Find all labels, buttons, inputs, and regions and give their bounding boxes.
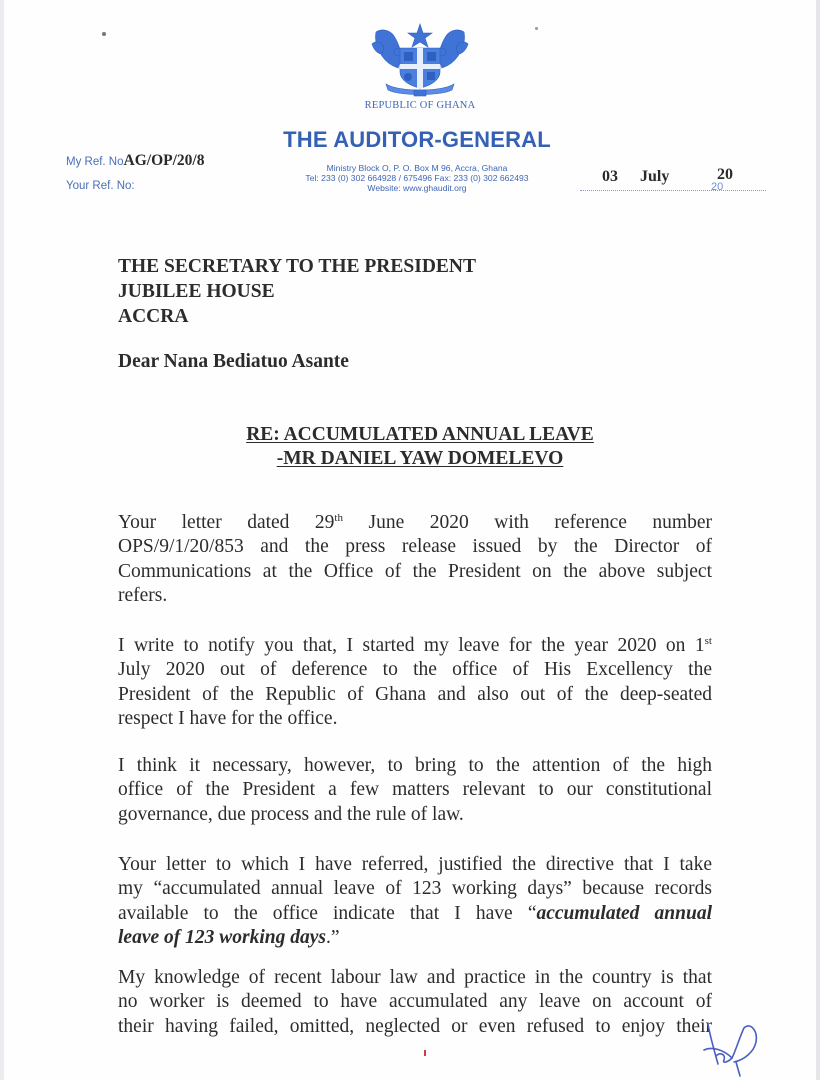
subject-line: -MR DANIEL YAW DOMELEVO bbox=[276, 448, 564, 469]
text: I write to notify you that, I started my leave for the year 2020 on 1 bbox=[118, 635, 705, 656]
addressee-line: JUBILEE HOUSE bbox=[118, 281, 275, 302]
subject-line: RE: ACCUMULATED ANNUAL LEAVE bbox=[246, 424, 594, 445]
country-name: REPUBLIC OF GHANA bbox=[364, 100, 476, 111]
body-paragraph bbox=[118, 966, 712, 1039]
body-paragraph bbox=[118, 853, 712, 950]
scan-mark bbox=[424, 1050, 426, 1056]
date-year: 20 bbox=[717, 166, 733, 183]
superscript: th bbox=[334, 512, 343, 524]
salutation: Dear Nana Bediatuo Asante bbox=[118, 351, 349, 372]
date-year-printed: 20 bbox=[711, 181, 724, 193]
text-line: their having failed, omitted, neglected or even refused to enjoy their bbox=[118, 1015, 712, 1037]
text: .” bbox=[325, 926, 340, 948]
emphasized-text: accumulated annual bbox=[536, 902, 712, 924]
subject-heading bbox=[160, 423, 680, 471]
text-line: I think it necessary, however, to bring to the attention of the high bbox=[118, 755, 712, 776]
letter-date bbox=[580, 166, 766, 194]
text-line: My knowledge of recent labour law and practice in the country is that bbox=[118, 967, 712, 988]
date-month: July bbox=[640, 168, 670, 185]
emphasized-text: leave of 123 working days bbox=[118, 926, 326, 948]
text-line: Communications at the Office of the President on the above subject bbox=[118, 560, 712, 582]
addressee-line: THE SECRETARY TO THE PRESIDENT bbox=[118, 256, 477, 277]
text-line: refers. bbox=[118, 584, 168, 606]
scan-speck bbox=[102, 32, 106, 36]
my-reference bbox=[66, 152, 204, 170]
your-ref-label: Your Ref. No: bbox=[66, 180, 135, 192]
text: available to the office indicate that I have “ bbox=[118, 902, 537, 924]
superscript: st bbox=[704, 635, 712, 647]
text-line: no worker is deemed to have accumulated any leave on account of bbox=[118, 991, 712, 1013]
page-edge bbox=[0, 0, 4, 1080]
org-phone: Tel: 233 (0) 302 664928 / 675496 Fax: 233 (0) 302 662493 bbox=[305, 173, 529, 183]
body-paragraph bbox=[118, 754, 712, 827]
org-address: Ministry Block O, P. O. Box M 96, Accra, Ghana bbox=[326, 163, 508, 173]
text-line: my “accumulated annual leave of 123 working days” because records bbox=[118, 878, 712, 900]
text-line: OPS/9/1/20/853 and the press release issued by the Director of bbox=[118, 536, 712, 558]
text: June 2020 with reference number bbox=[342, 512, 712, 533]
scan-speck bbox=[535, 27, 538, 30]
text: Your letter dated 29 bbox=[118, 512, 335, 533]
text-line: governance, due process and the rule of law. bbox=[118, 803, 464, 825]
addressee-line: ACCRA bbox=[118, 306, 189, 327]
org-website: Website: www.ghaudit.org bbox=[367, 183, 467, 193]
ghana-coat-of-arms-icon bbox=[368, 22, 472, 98]
text-line: July 2020 out of deference to the office of His Excellency the bbox=[118, 659, 712, 681]
text-line: Your letter to which I have referred, justified the directive that I take bbox=[118, 854, 712, 875]
addressee-block bbox=[118, 254, 476, 329]
signature-initials-icon bbox=[702, 1020, 762, 1078]
my-ref-label: My Ref. No bbox=[66, 156, 124, 168]
date-day: 03 bbox=[602, 168, 618, 185]
text-line: office of the President a few matters relevant to our constitutional bbox=[118, 779, 712, 801]
text-line: respect I have for the office. bbox=[118, 707, 338, 729]
body-paragraph bbox=[118, 511, 712, 608]
my-ref-value: AG/OP/20/8 bbox=[123, 152, 205, 169]
body-paragraph bbox=[118, 634, 712, 731]
text-line: President of the Republic of Ghana and also out of the deep-seated bbox=[118, 683, 712, 705]
organization-title: THE AUDITOR-GENERAL bbox=[283, 127, 551, 152]
date-dotted-line bbox=[580, 190, 766, 191]
